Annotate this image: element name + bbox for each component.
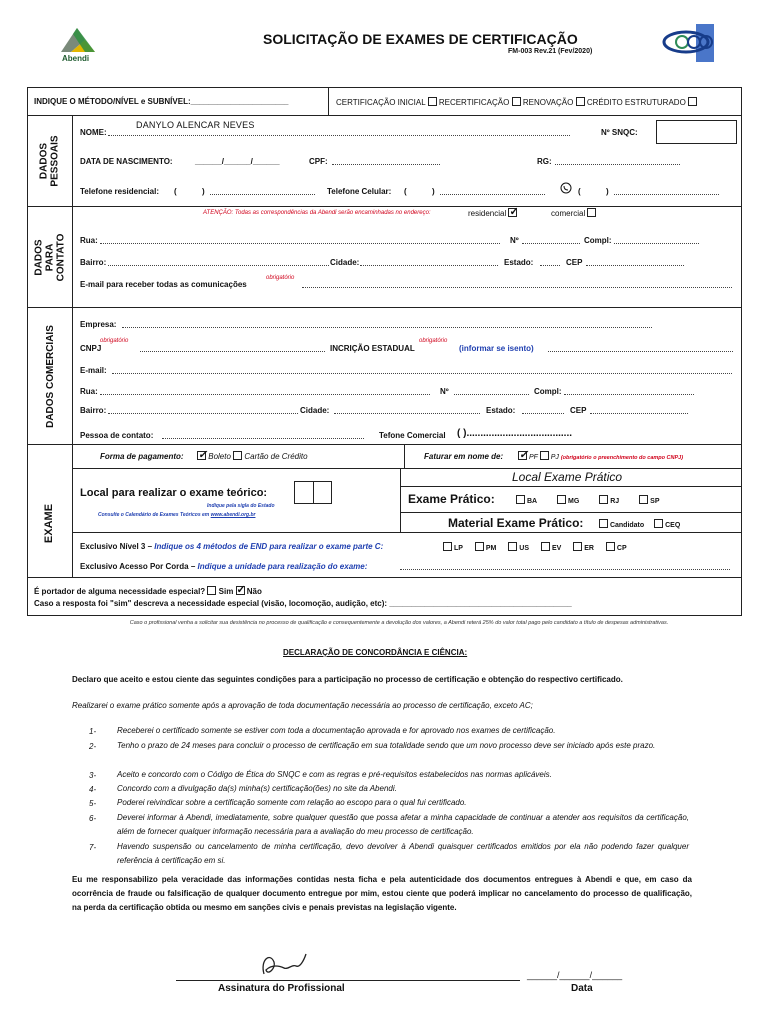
level3-us-label: US	[517, 545, 530, 552]
comm-number-label: Nº	[440, 387, 449, 396]
section-commercial-label: DADOS COMERCIAIS	[44, 324, 56, 428]
page-title: SOLICITAÇÃO DE EXAMES DE CERTIFICAÇÃO	[263, 31, 578, 47]
section-personal-label: DADOS PESSOAIS	[39, 135, 61, 187]
phone-cell-dots[interactable]	[440, 187, 545, 197]
rg-dots[interactable]	[555, 157, 680, 167]
date-label: Data	[571, 983, 593, 994]
declaration-item-number: 4-	[89, 785, 97, 794]
level3-pm-label: PM	[483, 545, 497, 552]
phone-res-label: Telefone residencial:	[80, 187, 159, 196]
declaration-item-number: 2-	[89, 742, 97, 751]
practical-ba-checkbox[interactable]	[516, 495, 525, 504]
phone-cell-label: Telefone Celular:	[327, 187, 392, 196]
exam-mid-divider	[400, 468, 401, 532]
comm-state-label: Estado:	[486, 406, 516, 415]
phone-wpp-paren-open: (	[578, 187, 581, 196]
divider-contact	[27, 307, 742, 308]
declaration-title: DECLARAÇÃO DE CONCORDÂNCIA E CIÊNCIA:	[283, 648, 468, 657]
contact-city-label: Cidade:	[330, 258, 360, 267]
divider-exam-bottom	[27, 577, 742, 578]
declaration-item-text: Receberei o certificado somente se estiver com toda a documentação aprovada e for aprovado nos exames de certificação.	[117, 726, 556, 735]
contact-email-dots[interactable]	[302, 280, 732, 290]
name-label: NOME:	[80, 128, 107, 137]
special-yes-checkbox[interactable]	[207, 586, 216, 595]
level3-label: Exclusivo Nível 3 – Indique os 4 métodos de END para realizar o exame parte C:	[80, 542, 384, 551]
level3-options	[443, 542, 639, 552]
divider-method	[27, 115, 742, 116]
state-reg-dots[interactable]	[548, 344, 733, 354]
form-code: FM-003 Rev.21 (Fev/2020)	[508, 48, 593, 55]
comm-district-label: Bairro:	[80, 406, 107, 415]
exempt-note: (informar se isento)	[459, 344, 534, 353]
theory-state-hint: Indique pela sigla do Estado	[207, 503, 275, 509]
comm-number-dots[interactable]	[454, 387, 529, 397]
declaration-item-number: 6-	[89, 814, 97, 823]
opt-initial-label: CERTIFICAÇÃO INICIAL	[336, 98, 426, 107]
practical-title-divider	[400, 486, 742, 487]
contact-street-dots[interactable]	[100, 236, 500, 246]
level3-cp-checkbox[interactable]	[606, 542, 615, 551]
special-question: É portador de alguma necessidade especial? Sim ✓ Não	[34, 586, 262, 596]
exam-left-divider	[72, 444, 73, 577]
method-options	[336, 97, 697, 107]
comm-compl-dots[interactable]	[564, 387, 694, 397]
snqc-logo-icon	[662, 22, 726, 64]
rope-dots[interactable]	[400, 562, 730, 572]
name-dots	[108, 128, 570, 138]
comm-cep-label: CEP	[570, 406, 587, 415]
phone-wpp-paren-close: )	[606, 187, 609, 196]
invoice-options: ✓ PF PJ (obrigatório o preenchimento do campo CNPJ)	[518, 451, 683, 461]
company-label: Empresa:	[80, 320, 117, 329]
declaration-item-number: 5-	[89, 799, 97, 808]
payment-options: ✓ Boleto Cartão de Crédito	[197, 451, 308, 461]
comm-city-dots[interactable]	[334, 406, 480, 416]
level3-lp-checkbox[interactable]	[443, 542, 452, 551]
divider-personal	[27, 206, 742, 207]
snqc-label: Nº SNQC:	[601, 128, 638, 137]
practical-options	[516, 495, 680, 505]
special-describe-blank[interactable]: _________________________________________	[389, 599, 572, 608]
payment-label: Forma de pagamento:	[100, 452, 184, 461]
opt-initial-checkbox[interactable]	[428, 97, 437, 106]
contact-cep-label: CEP	[566, 258, 583, 267]
contact-person-dots[interactable]	[162, 431, 364, 441]
contact-state-label: Estado:	[504, 258, 534, 267]
declaration-item-text: Concordo com a divulgação da(s) minha(s) certificação(ões) no site da Abendi.	[117, 784, 397, 793]
practical-label: Exame Prático:	[408, 492, 495, 506]
signature-label: Assinatura do Profissional	[218, 983, 345, 994]
cnpj-label: CNPJ	[80, 344, 102, 353]
declaration-item-number: 1-	[89, 727, 97, 736]
phone-res-paren-close: )	[202, 187, 205, 196]
comm-compl-label: Compl:	[534, 387, 562, 396]
date-blank[interactable]: ______/______/______	[527, 970, 623, 980]
site-link[interactable]: www.abendi.org.br	[210, 512, 256, 518]
commercial-option: comercial	[551, 208, 596, 218]
material-candidato-label: Candidato	[608, 522, 645, 529]
pf-checkbox[interactable]	[518, 451, 527, 460]
signature-drawing	[256, 950, 316, 980]
theory-state-input[interactable]	[294, 481, 332, 504]
whatsapp-icon	[560, 182, 572, 196]
level3-lp-label: LP	[452, 545, 463, 552]
material-label: Material Exame Prático:	[448, 516, 584, 530]
state-reg-required: obrigatório	[419, 338, 448, 344]
material-ceq-label: CEQ	[663, 522, 681, 529]
level3-us-checkbox[interactable]	[508, 542, 517, 551]
snqc-input[interactable]	[656, 120, 737, 144]
level3-er-label: ER	[582, 545, 594, 552]
method-divider	[328, 87, 329, 115]
snqc-logo	[662, 22, 726, 64]
contact-district-dots[interactable]	[108, 258, 329, 268]
section-contact-label: DADOS PARA CONTATO	[33, 233, 67, 281]
contact-state-dots[interactable]	[540, 258, 560, 268]
cpf-label: CPF:	[309, 157, 328, 166]
divider-commercial	[27, 444, 742, 445]
special-no-checkbox[interactable]	[236, 586, 245, 595]
contact-number-label: Nº	[510, 236, 519, 245]
contact-email-label: E-mail para receber todas as comunicações	[80, 280, 247, 289]
comm-phone-value[interactable]: ( )......................................	[457, 428, 573, 439]
level3-ev-checkbox[interactable]	[541, 542, 550, 551]
declaration-item-text: Deverei informar à Abendi, imediatamente, sobre qualquer questão que possa afetar a minha capacidade de continuar a atender aos requisitos da certificação, além de fornecer qualquer informação necessária para a avaliação do meu processo de certificação.	[117, 813, 689, 836]
comm-street-dots[interactable]	[100, 387, 430, 397]
boleto-checkbox[interactable]	[197, 451, 206, 460]
opt-recert-label: RECERTIFICAÇÃO	[438, 98, 510, 107]
residential-checkbox[interactable]	[508, 208, 517, 217]
comm-email-label: E-mail:	[80, 366, 107, 375]
practical-title: Local Exame Prático	[512, 470, 623, 484]
practical-rj-checkbox[interactable]	[599, 495, 608, 504]
material-options	[599, 519, 690, 529]
divider-exam-top	[72, 532, 742, 533]
declaration-responsibility: Eu me responsabilizo pela veracidade das informações contidas nesta ficha e pela autenticidade dos documentos entregues à Abendi e que, em caso da ocorrência de fraude ou falsificação de qualquer documento entregue por mim, estou ciente que poderá implicar no cancelamento do processo de qualificação, na perda da certificação obtida ou mesmo em sanções civis e penais previstas na legislação vigente.	[72, 875, 692, 912]
name-value[interactable]: DANYLO ALENCAR NEVES	[136, 120, 255, 130]
divider-payment	[72, 468, 742, 469]
contact-person-label: Pessoa de contato:	[80, 431, 154, 440]
declaration-intro: Declaro que aceito e estou ciente das seguintes condições para a participação no processo de certificação e obtenção do respectivo certificado.	[72, 675, 623, 684]
opt-renew-label: RENOVAÇÃO	[522, 98, 574, 107]
contact-number-dots[interactable]	[522, 236, 580, 246]
company-dots[interactable]	[122, 320, 652, 330]
phone-cell-paren-open: (	[404, 187, 407, 196]
section-exam-label: EXAME	[43, 503, 56, 543]
contact-street-label: Rua:	[80, 236, 98, 245]
declaration-item-text: Tenho o prazo de 24 meses para concluir o processo de certificação em sua totalidade sendo que um novo processo deve ser iniciado após este prazo.	[117, 741, 656, 750]
declaration-item-text: Aceito e concordo com o Código de Ética do SNQC e com as regras e pré-requisitos estabelecidos nas normas aplicáveis.	[117, 770, 552, 779]
residential-option: residencial ✓	[468, 208, 517, 218]
payment-divider	[404, 444, 405, 468]
material-ceq-checkbox[interactable]	[654, 519, 663, 528]
pj-checkbox[interactable]	[540, 451, 549, 460]
commercial-checkbox[interactable]	[587, 208, 596, 217]
comm-city-label: Cidade:	[300, 406, 330, 415]
phone-res-dots[interactable]	[210, 187, 315, 197]
birth-blank[interactable]: ______/______/______	[195, 157, 280, 166]
contact-district-label: Bairro:	[80, 258, 107, 267]
level3-pm-checkbox[interactable]	[475, 542, 484, 551]
opt-structured-checkbox[interactable]	[688, 97, 697, 106]
rope-label: Exclusivo Acesso Por Corda – Indique a unidade para realização do exame:	[80, 562, 368, 571]
comm-email-dots[interactable]	[112, 366, 732, 376]
practical-divider	[400, 512, 742, 513]
declaration-item-text: Poderei reivindicar sobre a certificação somente com relação ao escopo para o qual fui certificado.	[117, 798, 467, 807]
method-label: INDIQUE O MÉTODO/NÍVEL e SUBNÍVEL:______________________	[34, 97, 289, 106]
comm-cep-dots[interactable]	[590, 406, 688, 416]
cnpj-dots[interactable]	[140, 344, 325, 354]
contact-email-required: obrigatório	[266, 275, 295, 281]
abendi-logo	[55, 24, 105, 66]
practical-sp-label: SP	[648, 498, 660, 505]
practical-ba-label: BA	[525, 498, 538, 505]
declaration-item-number: 3-	[89, 771, 97, 780]
comm-street-label: Rua:	[80, 387, 98, 396]
practical-sp-checkbox[interactable]	[639, 495, 648, 504]
abendi-logo-text: Abendi	[62, 54, 90, 63]
contact-compl-label: Compl:	[584, 236, 612, 245]
opt-structured-label: CRÉDITO ESTRUTURADO	[586, 98, 686, 107]
material-candidato-checkbox[interactable]	[599, 519, 608, 528]
signature-line	[176, 980, 520, 981]
practical-mg-label: MG	[566, 498, 580, 505]
comm-state-dots[interactable]	[522, 406, 564, 416]
opt-renew-checkbox[interactable]	[576, 97, 585, 106]
practical-mg-checkbox[interactable]	[557, 495, 566, 504]
phone-wpp-dots[interactable]	[614, 187, 719, 197]
contact-city-dots[interactable]	[360, 258, 498, 268]
comm-phone-label: Tefone Comercial	[379, 431, 446, 440]
birth-label: DATA DE NASCIMENTO:	[80, 157, 173, 166]
rg-label: RG:	[537, 157, 552, 166]
phone-cell-paren-close: )	[432, 187, 435, 196]
level3-cp-label: CP	[614, 545, 627, 552]
declaration-item-number: 7-	[89, 843, 97, 852]
invoice-label: Faturar em nome de:	[424, 452, 504, 461]
phone-res-paren-open: (	[174, 187, 177, 196]
special-describe: Caso a resposta foi "sim" descreva a necessidade especial (visão, locomoção, audição, etc): _________________________________________	[34, 599, 572, 608]
attention-note: ATENÇÃO: Todas as correspondências da Abendi serão encaminhadas no endereço:	[203, 210, 431, 216]
abendi-logo-icon	[55, 24, 105, 56]
level3-er-checkbox[interactable]	[573, 542, 582, 551]
personal-left-divider	[72, 115, 73, 445]
opt-recert-checkbox[interactable]	[512, 97, 521, 106]
state-reg-label: INCRIÇÃO ESTADUAL	[330, 344, 415, 353]
withdrawal-note: Caso o profissional venha a solicitar sua desistência no processo de qualificação e consequentemente a devolução dos valores, a Abendi reterá 25% do valor total pago pelo candidato a título de despesas administrativas.	[129, 620, 669, 626]
cpf-dots[interactable]	[332, 157, 440, 167]
practical-rj-label: RJ	[608, 498, 620, 505]
level3-ev-label: EV	[550, 545, 562, 552]
contact-compl-dots[interactable]	[614, 236, 699, 246]
declaration-practical: Realizarei o exame prático somente após a aprovação de toda documentação necessária ao processo de certificação, exceto AC;	[72, 701, 533, 710]
theory-label: Local para realizar o exame teórico:	[80, 487, 268, 499]
declaration-item-text: Havendo suspensão ou cancelamento de minha certificação, devo devolver à Abendi quaisquer certificados emitidos por ela não podendo fazer qualquer referência à certificação em si.	[117, 842, 689, 865]
theory-calendar-hint: Consulte o Calendário de Exames Teóricos em www.abendi.org.br	[98, 512, 256, 518]
contact-cep-dots[interactable]	[586, 258, 684, 268]
comm-district-dots[interactable]	[108, 406, 298, 416]
card-checkbox[interactable]	[233, 451, 242, 460]
cnpj-required: obrigatório	[100, 338, 129, 344]
